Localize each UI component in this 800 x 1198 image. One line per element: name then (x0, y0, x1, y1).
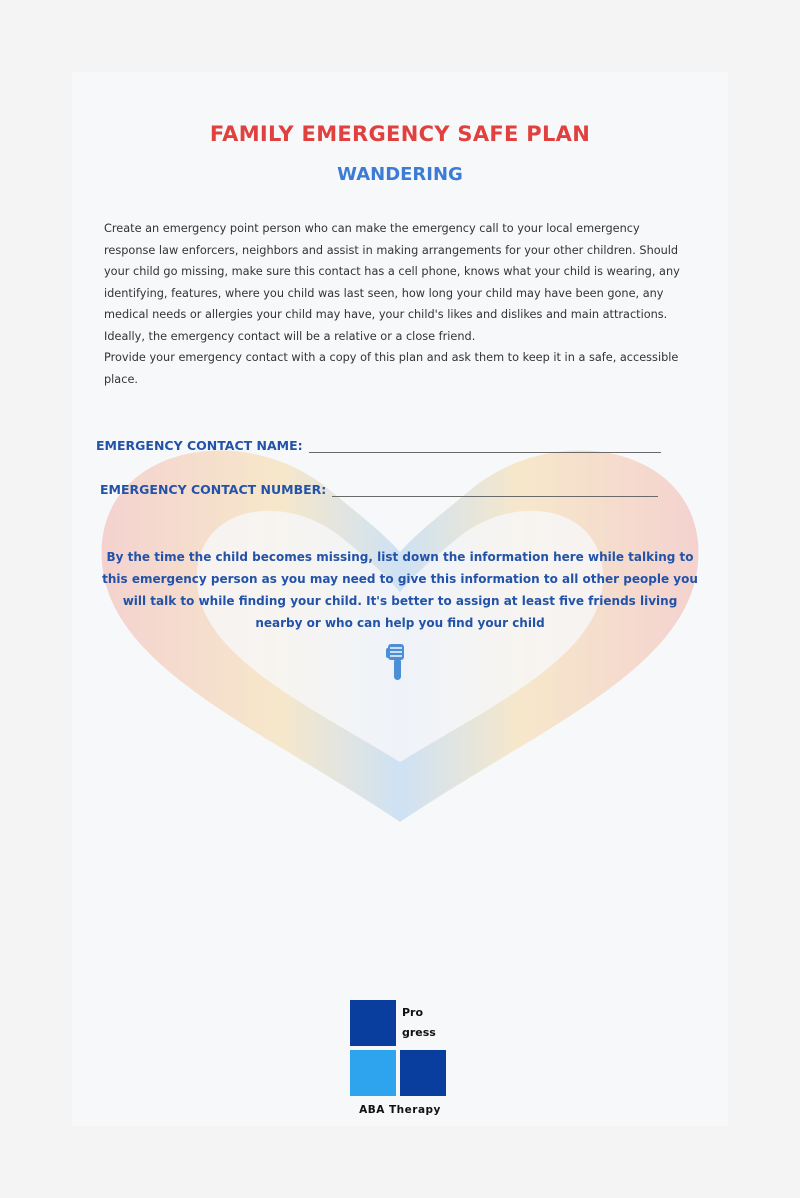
document-page (72, 72, 728, 1126)
logo-square-light (350, 1050, 396, 1096)
contact-name-label: EMERGENCY CONTACT NAME: (96, 438, 303, 453)
document-subtitle: WANDERING (337, 164, 463, 185)
intro-text (104, 218, 694, 390)
logo-word-1: Pro (402, 1006, 424, 1019)
logo-square-dark (350, 1000, 396, 1046)
instruction-paragraph: Provide your emergency contact with a copy of this plan and ask them to keep it in a safe, accessible place. (104, 351, 679, 386)
logo-square-dark (400, 1050, 446, 1096)
contact-number-label: EMERGENCY CONTACT NUMBER: (100, 482, 327, 497)
logo-caption: ABA Therapy (359, 1104, 441, 1116)
contact-name-field (96, 438, 661, 453)
contact-number-field (100, 482, 658, 497)
contact-name-blank-line[interactable] (309, 438, 661, 453)
logo-word-2: gress (402, 1026, 436, 1039)
progress-logo (350, 1000, 450, 1100)
missing-child-instructions: By the time the child becomes missing, list down the information here while talking to this emergency person as you may need to give this information to all other people you will talk to while finding your child. It's better to assign at least five friends living nearby or who can help you find your child (102, 550, 698, 630)
pointing-down-hand-icon (384, 642, 414, 684)
intro-paragraph: Create an emergency point person who can make the emergency call to your local emergency response law enforcers, neighbors and assist in making arrangements for your other children. Should your child go missing, make sure this contact has a cell phone, knows what your child is wearing, any identifying, features, where you child was last seen, how long your child may have been gone, any medical needs or allergies your child may have, your child's likes and dislikes and main attractions. Ideally, the emergency contact will be a relative or a close friend. (104, 222, 680, 343)
contact-number-blank-line[interactable] (332, 482, 658, 497)
document-title: FAMILY EMERGENCY SAFE PLAN (209, 122, 591, 146)
